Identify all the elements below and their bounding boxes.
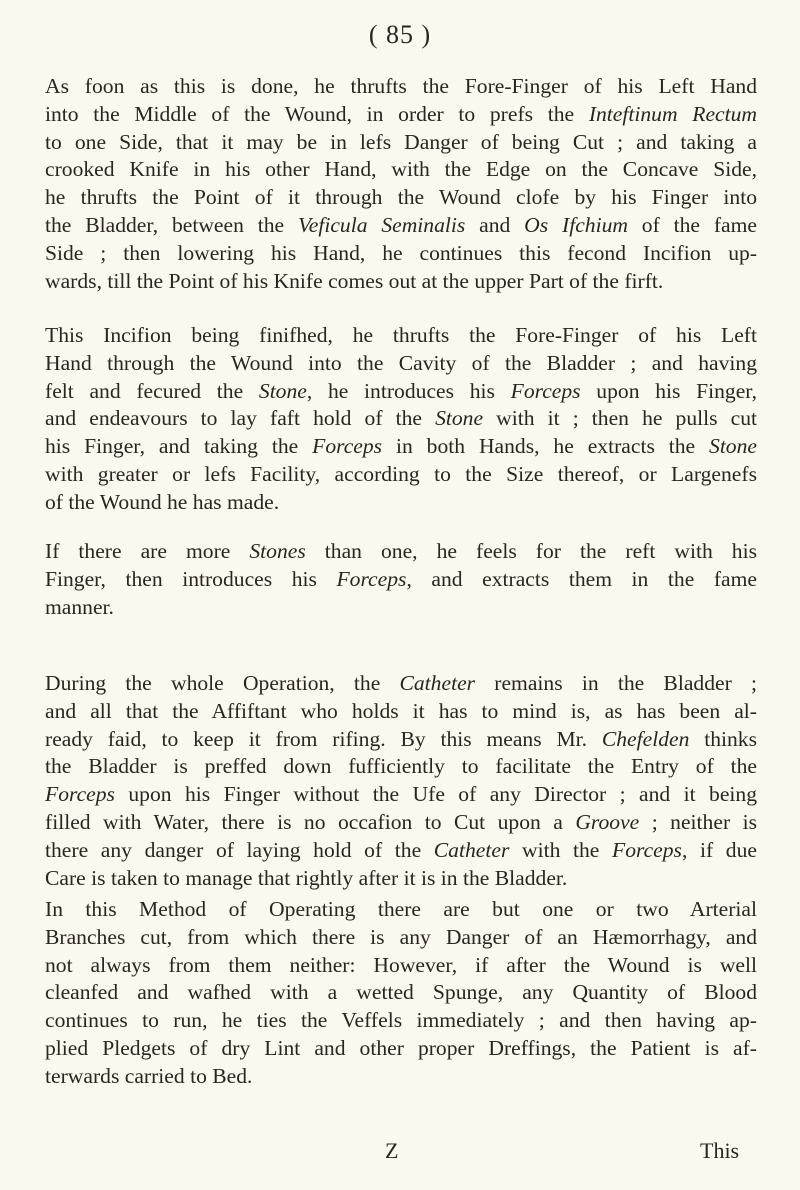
text-line: and all that the Affiftant who holds it has to mind is, as has been al- — [45, 698, 757, 723]
text-line: Finger, then introduces his Forceps, and extracts them in the fame — [45, 566, 757, 591]
italic-term: Forceps — [45, 782, 115, 807]
text-line: If there are more Stones than one, he feels for the reft with his — [45, 539, 757, 563]
text-line: Side ; then lowering his Hand, he continues this fecond Incifion up- — [45, 240, 757, 265]
italic-term: Stone — [709, 434, 757, 459]
text-line: he thrufts the Point of it through the Wound clofe by his Finger into — [45, 185, 757, 210]
text-line: crooked Knife in his other Hand, with the Edge on the Concave Side, — [45, 157, 757, 182]
text-line: cleanfed and wafhed with a wetted Spunge, any Quantity of Blood — [45, 980, 757, 1005]
text-line: the Bladder is preffed down fufficiently to facilitate the Entry of the — [45, 754, 757, 779]
page-number: ( 85 ) — [368, 20, 432, 49]
text-line: with greater or lefs Facility, according to the Size thereof, or Largenefs — [45, 461, 757, 486]
paragraph — [45, 538, 757, 621]
text-line: As foon as this is done, he thrufts the Fore-Finger of his Left Hand — [45, 74, 757, 98]
text-line: terwards carried to Bed. — [45, 1063, 253, 1088]
text-line: of the Wound he has made. — [45, 489, 280, 514]
text-line: ready faid, to keep it from rifing. By this means Mr. Chefelden thinks — [45, 726, 757, 751]
paragraph — [45, 896, 757, 1091]
italic-term: Catheter — [399, 671, 476, 695]
text-line: the Bladder, between the Veficula Seminalis and Os Ifchium of the fame — [45, 212, 757, 237]
text-line: Hand through the Wound into the Cavity of the Bladder ; and having — [45, 350, 757, 375]
text-line: During the whole Operation, the Catheter remains in the Bladder ; — [45, 671, 757, 695]
text-line: manner. — [45, 594, 114, 619]
text-line: plied Pledgets of dry Lint and other proper Dreffings, the Patient is af- — [45, 1035, 757, 1060]
italic-term: Inteftinum Rectum — [588, 101, 758, 126]
text-line: filled with Water, there is no occafion to Cut upon a Groove ; neither is — [45, 809, 757, 834]
text-line: In this Method of Operating there are but one or two Arterial — [45, 897, 757, 921]
text-line: and endeavours to lay faft hold of the Stone with it ; then he pulls cut — [45, 406, 757, 431]
text-line: Care is taken to manage that rightly after it is in the Bladder. — [45, 865, 568, 890]
text-line: to one Side, that it may be in lefs Danger of being Cut ; and taking a — [45, 129, 757, 154]
text-line: his Finger, and taking the Forceps in both Hands, he extracts the Stone — [45, 434, 757, 459]
italic-term: Forceps — [312, 434, 383, 459]
paragraph — [45, 322, 757, 517]
italic-term: Veficula Seminalis — [297, 212, 466, 237]
italic-term: Stone — [435, 406, 484, 431]
italic-term: Groove — [575, 809, 640, 834]
italic-term: Stone — [258, 378, 307, 403]
text-line: This Incifion being finifhed, he thrufts the Fore-Finger of his Left — [45, 323, 757, 347]
signature-mark: Z — [385, 1138, 399, 1163]
text-line: not always from them neither: However, if after the Wound is well — [45, 952, 757, 977]
text-line: wards, till the Point of his Knife comes out at the upper Part of the firft. — [45, 268, 664, 293]
text-line: there any danger of laying hold of the Catheter with the Forceps, if due — [45, 837, 757, 862]
text-line: continues to run, he ties the Veffels immediately ; and then having ap- — [45, 1008, 757, 1033]
italic-term: Forceps — [510, 378, 581, 403]
paragraph — [45, 73, 757, 295]
paragraph — [45, 670, 757, 892]
text-line: Branches cut, from which there is any Danger of an Hæmorrhagy, and — [45, 924, 757, 949]
text-line: into the Middle of the Wound, in order to prefs the Inteftinum Rectum — [45, 101, 758, 126]
italic-term: Forceps — [612, 837, 682, 862]
text-line: Forceps upon his Finger without the Ufe of any Director ; and it being — [45, 782, 757, 807]
italic-term: Stones — [249, 539, 306, 563]
catchword: This — [700, 1138, 740, 1163]
italic-term: Os Ifchium — [524, 212, 628, 237]
italic-term: Chefelden — [601, 726, 690, 751]
text-line: felt and fecured the Stone, he introduces his Forceps upon his Finger, — [45, 378, 758, 403]
italic-term: Forceps — [336, 566, 407, 591]
italic-term: Catheter — [433, 837, 510, 862]
